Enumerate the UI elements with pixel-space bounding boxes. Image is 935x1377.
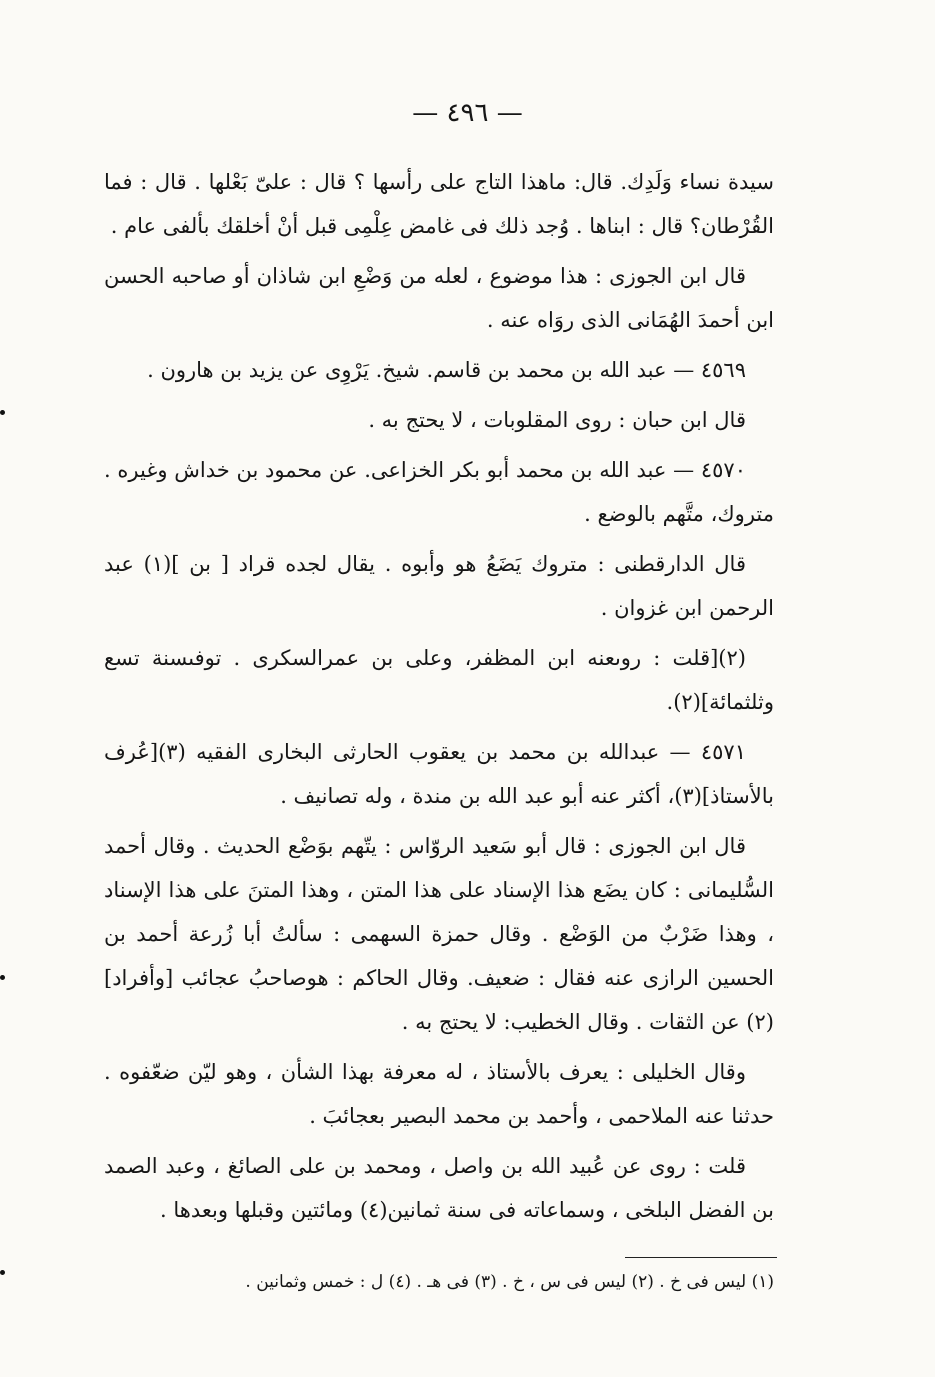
- margin-dot: [0, 1270, 5, 1275]
- main-text: [104, 160, 774, 1238]
- margin-dot: [0, 975, 5, 980]
- paragraph: قال ابن حبان : روى المقلوبات ، لا يحتج به .: [368, 408, 746, 432]
- footnotes: (١) ليس فى خ . (٢) ليس فى س ، خ . (٣) فى هـ . (٤) ل : خمس وثمانين .: [245, 1272, 774, 1292]
- paragraph: قال ابن الجوزى : هذا موضوع ، لعله من وَضْعِ ابن شاذان أو صاحبه الحسن ابن أحمدَ الهُمَانى الذى روَاه عنه .: [104, 264, 774, 332]
- paragraph: قال الدارقطنى : متروك يَضَعُ هو وأبوه . يقال لجده قراد [ بن ](١) عبد الرحمن ابن غزوان .: [104, 552, 774, 620]
- entry-4570: ٤٥٧٠ — عبد الله بن محمد أبو بكر الخزاعى. عن محمود بن خداش وغيره . متروك، متَّهم بالوضع .: [104, 458, 774, 526]
- paragraph: (٢)[قلت : روىعنه ابن المظفر، وعلى بن عمرالسكرى . توفىسنة تسع وثلثمائة](٢).: [104, 646, 774, 714]
- entry-4571: ٤٥٧١ — عبدالله بن محمد بن يعقوب الحارثى البخارى الفقيه (٣)[عُرف بالأستاذ](٣)، أكثر عنه أبو عبد الله بن مندة ، وله تصانيف .: [104, 740, 774, 808]
- paragraph: قال ابن الجوزى : قال أبو سَعيد الروّاس : يتّهم بوَضْع الحديث . وقال أحمد السُّليمانى : كان يضَع هذا الإسناد على هذا المتن ، وهذا المتنَ على هذا الإسناد ، وهذا ضَرْبٌ من الوَضْع . وقال حمزة السهمى : سألتُ أبا زُرعة أحمد بن الحسين الرازى عنه فقال : ضعيف. وقال الحاكم : هوصاحبُ عجائب [وأفراد](٢) عن الثقات . وقال الخطيب: لا يحتج به .: [104, 834, 774, 1034]
- paragraph: سيدة نساء وَلَدِك. قال: ماهذا التاج على رأسها ؟ قال : علىّ بَعْلها . قال : فما القُرْطان؟ قال : ابناها . وُجد ذلك فى غامض عِلْمِى قبل أنْ أخلقك بألفى عام .: [104, 170, 774, 238]
- paragraph: قلت : روى عن عُبيد الله بن واصل ، ومحمد بن على الصائغ ، وعبد الصمد بن الفضل البلخى ، وسماعاته فى سنة ثمانين(٤) ومائتين وقبلها وبعدها .: [104, 1154, 774, 1222]
- footnote-divider: [625, 1257, 777, 1258]
- entry-4569: ٤٥٦٩ — عبد الله بن محمد بن قاسم. شيخ. يَرْوِى عن يزيد بن هارون .: [147, 358, 746, 382]
- margin-dot: [0, 410, 5, 415]
- paragraph: وقال الخليلى : يعرف بالأستاذ ، له معرفة بهذا الشأن ، وهو ليّن ضعّفوه . حدثنا عنه الملاحمى ، وأحمد بن محمد البصير بعجائبَ .: [104, 1060, 774, 1128]
- page-number: — ٤٩٦ —: [412, 98, 523, 128]
